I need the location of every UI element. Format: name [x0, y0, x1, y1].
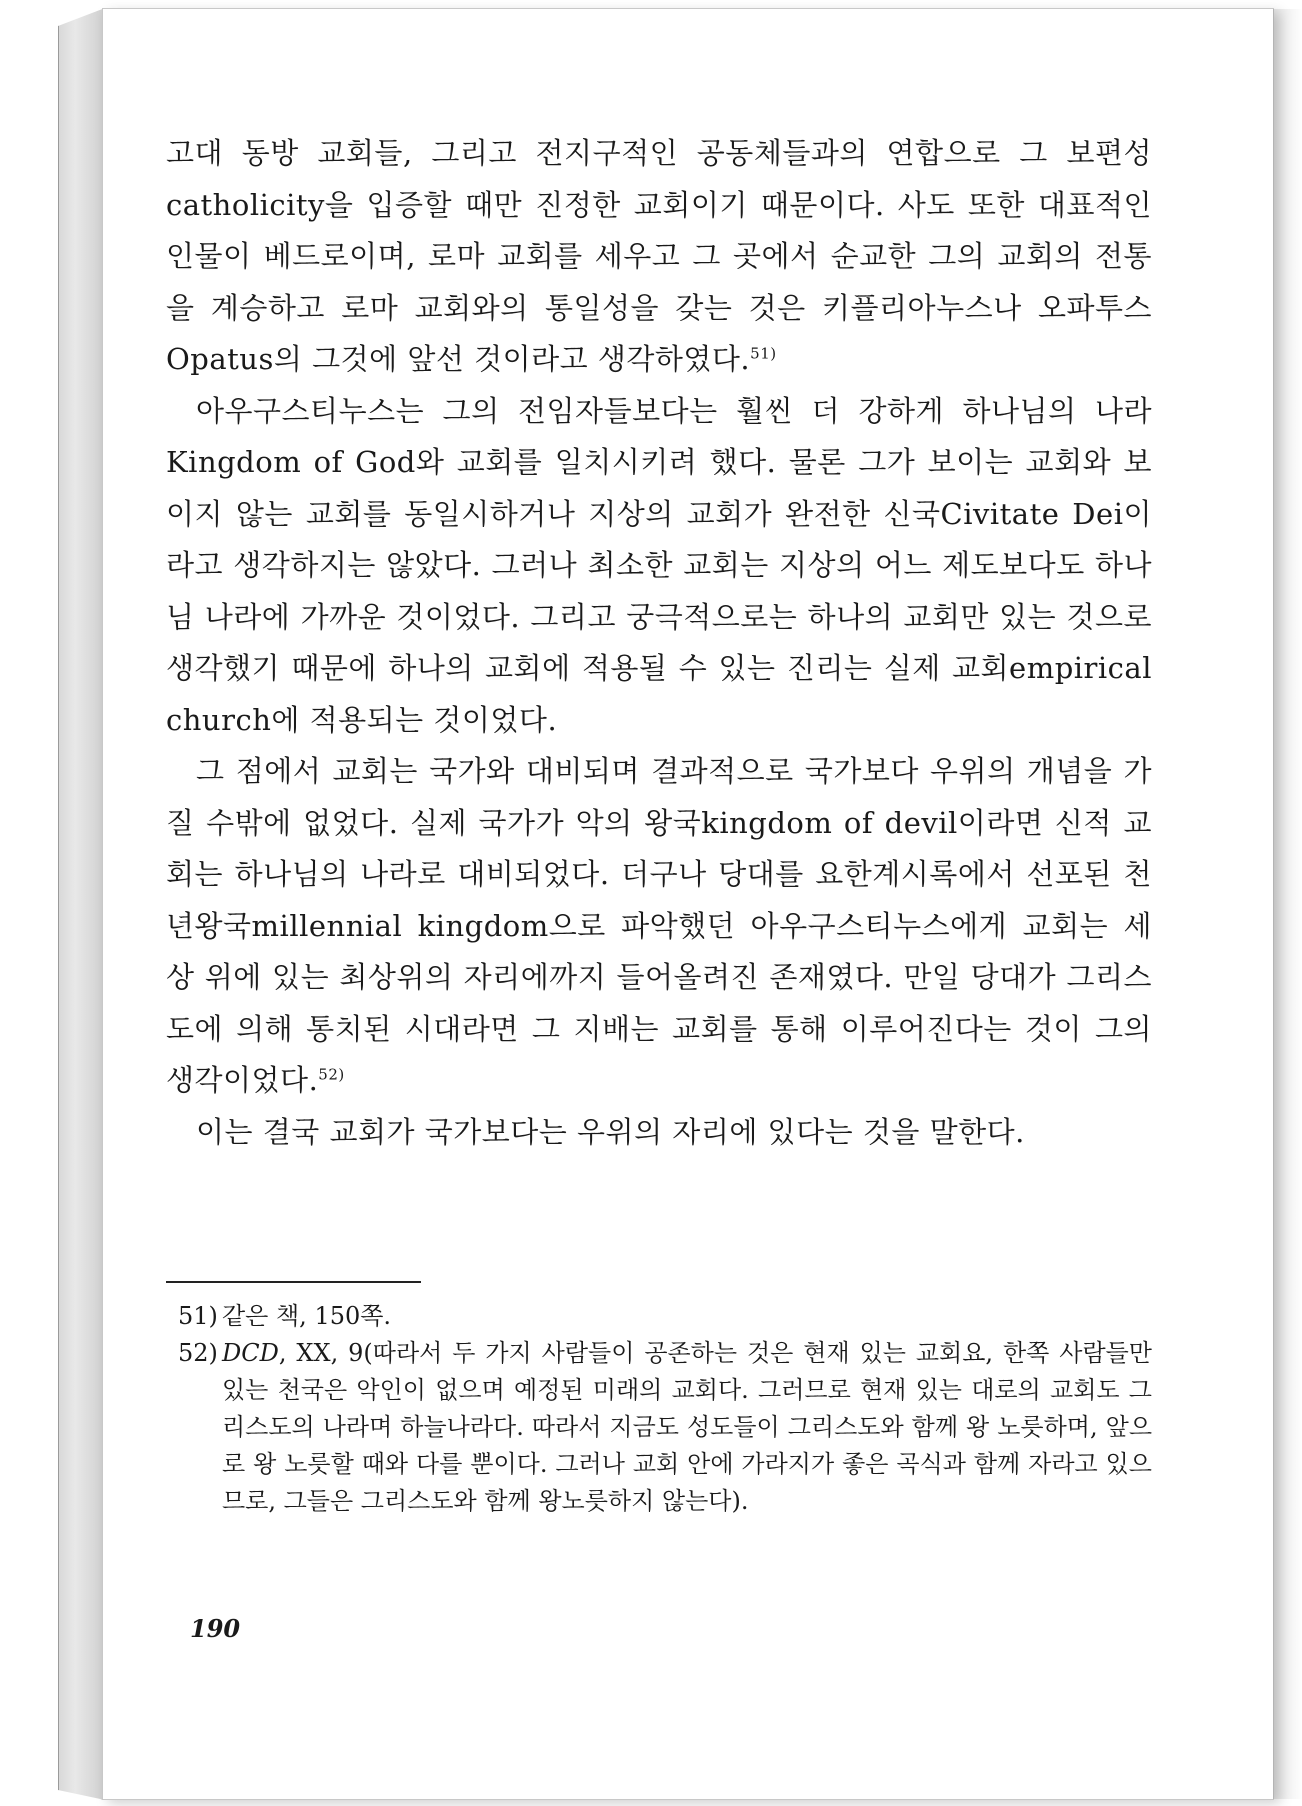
paragraph-1-text: 고대 동방 교회들, 그리고 전지구적인 공동체들과의 연합으로 그 보편성catholicity을 입증할 때만 진정한 교회이기 때문이다. 사도 또한 대표적인 인물이 베드로이며, 로마 교회를 세우고 그 곳에서 순교한 그의 교회의 전통을 계승하고 로마 교회와의 통일성을 갖는 것은 키플리아누스나 오파투스Opatus의 그것에 앞선 것이라고 생각하였다. — [166, 136, 1152, 376]
page-shadow — [1273, 9, 1302, 1799]
body-text — [166, 128, 1152, 1158]
footnote-51 — [178, 1298, 1152, 1335]
paragraph-3-text: 그 점에서 교회는 국가와 대비되며 결과적으로 국가보다 우위의 개념을 가질 수밖에 없었다. 실제 국가가 악의 왕국kingdom of devil이라면 신적 교회는 하나님의 나라로 대비되었다. 더구나 당대를 요한계시록에서 선포된 천년왕국millennial kingdom으로 파악했던 아우구스티누스에게 교회는 세상 위에 있는 최상위의 자리에까지 들어올려진 존재였다. 만일 당대가 그리스도에 의해 통치된 시대라면 그 지배는 교회를 통해 이루어진다는 것이 그의 생각이었다. — [166, 754, 1152, 1097]
footnote-52 — [178, 1335, 1152, 1520]
footnote-51-text: 같은 책, 150쪽. — [222, 1302, 392, 1330]
footnote-52-abbrev: DCD — [222, 1339, 279, 1367]
footnote-52-body — [222, 1335, 1152, 1520]
book-spine-edge — [58, 8, 105, 1800]
paragraph-3 — [166, 746, 1152, 1107]
footnote-divider — [166, 1281, 421, 1283]
paragraph-1 — [166, 128, 1152, 386]
paragraph-2-text: 아우구스티누스는 그의 전임자들보다는 훨씬 더 강하게 하나님의 나라Kingdom of God와 교회를 일치시키려 했다. 물론 그가 보이는 교회와 보이지 않는 교회를 동일시하거나 지상의 교회가 완전한 신국Civitate Dei이라고 생각하지는 않았다. 그러나 최소한 교회는 지상의 어느 제도보다도 하나님 나라에 가까운 것이었다. 그리고 궁극적으로는 하나의 교회만 있는 것으로 생각했기 때문에 하나의 교회에 적용될 수 있는 진리는 실제 교회empirical church에 적용되는 것이었다. — [166, 393, 1152, 737]
footnote-ref-52: 52) — [318, 1065, 345, 1084]
paragraph-4 — [166, 1107, 1152, 1159]
footnote-51-number: 51) — [178, 1302, 218, 1330]
footnotes — [178, 1298, 1152, 1520]
footnote-52-number: 52) — [178, 1339, 218, 1367]
page-number: 190 — [190, 1614, 241, 1643]
paragraph-4-text: 이는 결국 교회가 국가보다는 우위의 자리에 있다는 것을 말한다. — [196, 1114, 1025, 1149]
paragraph-2 — [166, 386, 1152, 747]
footnote-52-text: , XX, 9(따라서 두 가지 사람들이 공존하는 것은 현재 있는 교회요, 한쪽 사람들만 있는 천국은 악인이 없으며 예정된 미래의 교회다. 그러므로 현재 있는 대로의 교회도 그리스도의 나라며 하늘나라다. 따라서 지금도 성도들이 그리스도와 함께 왕 노릇하며, 앞으로 왕 노릇할 때와 다를 뿐이다. 그러나 교회 안에 가라지가 좋은 곡식과 함께 자라고 있으므로, 그들은 그리스도와 함께 왕노릇하지 않는다). — [222, 1339, 1152, 1515]
footnote-ref-51: 51) — [750, 344, 777, 363]
